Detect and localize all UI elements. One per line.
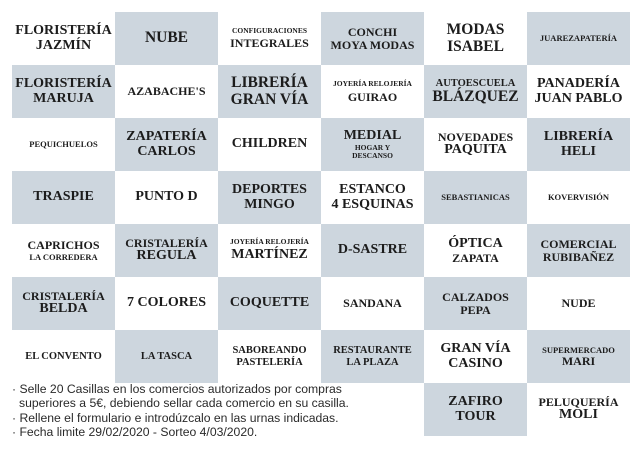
cell-line: FLORISTERÍA <box>15 22 112 38</box>
cell-sandana <box>321 277 424 330</box>
cell-optica-zapata <box>424 224 527 277</box>
cell-line: COQUETTE <box>229 295 310 311</box>
cell-joyeria-guirao <box>321 65 424 118</box>
cell-line: ESTANCO <box>339 181 406 197</box>
cell-floristeria-maruja <box>12 65 115 118</box>
cell-line: HELI <box>560 143 596 159</box>
cell-azabaches <box>115 65 218 118</box>
cell-line: MOYA MODAS <box>330 37 415 52</box>
cell-line: SANDANA <box>343 296 402 311</box>
cell-line: MARTÍNEZ <box>231 247 308 263</box>
cell-conchi-moya-modas <box>321 12 424 65</box>
cell-estanco-4-esquinas <box>321 171 424 224</box>
cell-line: CAPRICHOS <box>27 237 100 252</box>
cell-panaderia-juan-pablo <box>527 65 630 118</box>
cell-line: PAQUITA <box>444 142 507 158</box>
cell-line: MARI <box>561 353 596 368</box>
cell-line: PEPA <box>460 302 491 317</box>
cell-line: FLORISTERÍA <box>15 75 112 91</box>
note-line-2: · Rellene el formulario e introdúzcalo en las urnas indicadas. <box>12 410 339 425</box>
cell-nude <box>527 277 630 330</box>
cell-line: AUTOESCUELA <box>435 77 516 89</box>
cell-line: DESCANSO <box>352 150 393 160</box>
cell-modas-isabel <box>424 12 527 65</box>
cell-line: LA PLAZA <box>346 356 399 368</box>
cell-supermercado-mari <box>527 330 630 383</box>
cell-line: PANADERÍA <box>537 75 620 91</box>
cell-line: TOUR <box>455 408 496 424</box>
cell-line: ZAPATERÍA <box>126 128 207 144</box>
cell-line: MODAS <box>446 21 505 39</box>
note-line-1-continued: superiores a 5€, debiendo sellar cada comercio en su casilla. <box>19 396 349 411</box>
cell-pequichuelos <box>12 118 115 171</box>
cell-sebastianicas <box>424 171 527 224</box>
cell-nube <box>115 12 218 65</box>
cell-line: ÓPTICA <box>448 235 503 251</box>
cell-medial-hogar-descanso <box>321 118 424 171</box>
cell-line: PUNTO D <box>135 189 198 205</box>
cell-line: INTEGRALES <box>230 36 309 51</box>
cell-line: PASTELERÍA <box>236 356 303 368</box>
cell-line: KOVERVISIÓN <box>547 192 610 203</box>
cell-juarezapateria <box>527 12 630 65</box>
cell-caprichos-la-corredera <box>12 224 115 277</box>
cell-line: JOYERÍA RELOJERÍA <box>230 237 309 247</box>
cell-line: CASINO <box>448 355 503 371</box>
cell-line: PELUQUERÍA <box>538 394 619 409</box>
cell-kovervision <box>527 171 630 224</box>
cell-novedades-paquita <box>424 118 527 171</box>
cell-line: CHILDREN <box>231 136 308 152</box>
note-line-1: · Selle 20 Casillas en los comercios autorizados por compras <box>12 382 342 396</box>
cell-cristaleria-belda <box>12 277 115 330</box>
cell-d-sastre <box>321 224 424 277</box>
cell-line: CRISTALERÍA <box>125 235 208 250</box>
cell-line: COMERCIAL <box>540 236 617 251</box>
cell-joyeria-martinez <box>218 224 321 277</box>
cell-line: ZAFIRO <box>448 393 503 409</box>
cell-zapateria-carlos <box>115 118 218 171</box>
cell-line: AZABACHE'S <box>127 84 206 99</box>
cell-zafiro-tour <box>424 383 527 436</box>
cell-line: ZAPATA <box>452 250 499 265</box>
cell-line: GUIRAO <box>347 89 398 104</box>
cell-line: JAZMÍN <box>35 37 92 53</box>
note-line-3: · Fecha limite 29/02/2020 - Sorteo 4/03/2020. <box>12 424 258 439</box>
cell-line: MARUJA <box>33 90 94 106</box>
cell-line: LA CORREDERA <box>29 252 98 263</box>
cell-line: ISABEL <box>447 37 504 55</box>
cell-line: CRISTALERÍA <box>22 288 105 303</box>
cell-line: SUPERMERCADO <box>542 344 615 355</box>
cell-line: LIBRERÍA <box>231 74 308 92</box>
cell-line: CONCHI <box>347 24 398 39</box>
cell-line: RUBIBAÑEZ <box>542 249 615 264</box>
cell-line: RESTAURANTE <box>333 345 412 357</box>
cell-deportes-mingo <box>218 171 321 224</box>
cell-coquette <box>218 277 321 330</box>
cell-line: TRASPIE <box>33 189 94 205</box>
cell-comercial-rubibanez <box>527 224 630 277</box>
cell-line: LIBRERÍA <box>543 128 614 144</box>
cell-line: JUAREZAPATERÍA <box>539 33 618 44</box>
cell-la-tasca <box>115 330 218 383</box>
instructions-notes <box>12 382 422 439</box>
cell-line: REGULA <box>136 248 197 264</box>
cell-cristaleria-regula <box>115 224 218 277</box>
cell-line: MOLI <box>559 407 598 423</box>
cell-restaurante-la-plaza <box>321 330 424 383</box>
cell-line: SABOREANDO <box>232 345 307 357</box>
cell-line: GRAN VÍA <box>230 90 309 108</box>
cell-line: NOVEDADES <box>437 129 514 144</box>
cell-autoescuela-blazquez <box>424 65 527 118</box>
cell-peluqueria-moli <box>527 383 630 436</box>
cell-configuraciones-integrales <box>218 12 321 65</box>
cell-line: EL CONVENTO <box>25 350 102 362</box>
cell-line: JUAN PABLO <box>534 90 623 106</box>
cell-line: CARLOS <box>137 143 196 159</box>
cell-saboreando-pasteleria <box>218 330 321 383</box>
cell-children <box>218 118 321 171</box>
cell-line: BLÁZQUEZ <box>432 87 519 105</box>
cell-line: CALZADOS <box>442 289 509 304</box>
cell-line: NUBE <box>144 29 189 47</box>
cell-line: JOYERÍA RELOJERÍA <box>333 78 412 88</box>
cell-line: MINGO <box>244 196 295 212</box>
cell-gran-via-casino <box>424 330 527 383</box>
cell-line: HOGAR Y <box>354 142 391 152</box>
cell-traspie <box>12 171 115 224</box>
cell-floristeria-jazmin <box>12 12 115 65</box>
cell-punto-d <box>115 171 218 224</box>
cell-7-colores <box>115 277 218 330</box>
cell-libreria-heli <box>527 118 630 171</box>
cell-line: PEQUICHUELOS <box>29 139 98 150</box>
cell-line: LA TASCA <box>140 350 193 362</box>
cell-line: NUDE <box>561 296 596 311</box>
cell-line: SEBASTIANICAS <box>441 192 510 203</box>
cell-line: BELDA <box>39 301 88 317</box>
cell-line: 4 ESQUINAS <box>331 196 414 212</box>
cell-line: DEPORTES <box>232 181 307 197</box>
cell-calzados-pepa <box>424 277 527 330</box>
cell-libreria-gran-via <box>218 65 321 118</box>
cell-line: CONFIGURACIONES <box>231 26 307 36</box>
cell-line: MEDIAL <box>343 128 402 144</box>
cell-line: 7 COLORES <box>127 295 206 311</box>
cell-line: D-SASTRE <box>337 242 408 258</box>
cell-el-convento <box>12 330 115 383</box>
cell-line: GRAN VÍA <box>440 340 511 356</box>
